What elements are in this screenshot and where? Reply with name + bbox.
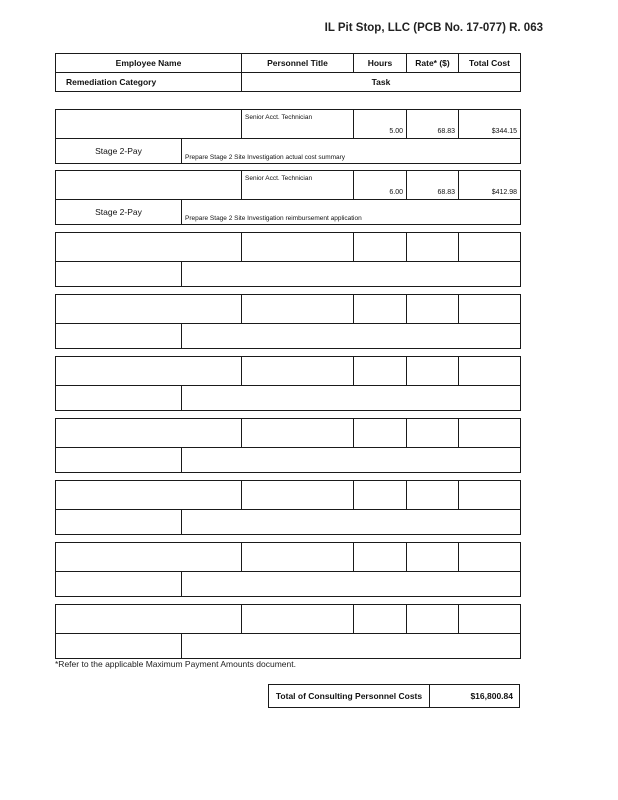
personnel-title-header: Personnel Title: [242, 54, 354, 73]
employee-name-cell: [56, 171, 242, 200]
employee-name-cell: [56, 357, 242, 386]
task-cell: [182, 262, 521, 287]
total-cost-cell: $344.15: [459, 110, 521, 139]
remediation-category-cell: Stage 2-Pay: [56, 200, 182, 225]
page-header: IL Pit Stop, LLC (PCB No. 17-077) R. 063: [324, 22, 543, 34]
total-cost-header: Total Cost: [459, 54, 521, 73]
remediation-category-cell: Stage 2-Pay: [56, 139, 182, 164]
task-cell: [182, 572, 521, 597]
personnel-title-cell: [242, 605, 354, 634]
total-cost-cell: [459, 233, 521, 262]
remediation-category-cell: [56, 386, 182, 411]
personnel-entry: [55, 232, 521, 287]
personnel-entry: [55, 542, 521, 597]
remediation-category-cell: [56, 634, 182, 659]
task-cell: [182, 386, 521, 411]
task-cell: [182, 510, 521, 535]
task-cell: Prepare Stage 2 Site Investigation reimbursement application: [182, 200, 521, 225]
personnel-entry: [55, 170, 521, 225]
rate-cell: [407, 605, 459, 634]
hours-cell: 5.00: [354, 110, 407, 139]
remediation-category-cell: [56, 510, 182, 535]
rate-cell: 68.83: [407, 171, 459, 200]
personnel-entry: [55, 356, 521, 411]
personnel-entry: [55, 604, 521, 659]
employee-name-header: Employee Name: [56, 54, 242, 73]
total-value: $16,800.84: [430, 685, 520, 708]
total-cost-cell: [459, 357, 521, 386]
rate-cell: [407, 543, 459, 572]
total-label: Total of Consulting Personnel Costs: [269, 685, 430, 708]
rate-cell: [407, 233, 459, 262]
personnel-title-cell: [242, 357, 354, 386]
employee-name-cell: [56, 110, 242, 139]
personnel-entry: [55, 480, 521, 535]
rate-cell: [407, 481, 459, 510]
task-header: Task: [242, 73, 521, 92]
total-cost-cell: [459, 605, 521, 634]
total-cost-cell: $412.98: [459, 171, 521, 200]
rate-cell: [407, 357, 459, 386]
hours-cell: [354, 419, 407, 448]
remediation-category-cell: [56, 262, 182, 287]
employee-name-cell: [56, 233, 242, 262]
rate-cell: [407, 419, 459, 448]
hours-cell: 6.00: [354, 171, 407, 200]
task-cell: [182, 448, 521, 473]
rate-cell: [407, 295, 459, 324]
personnel-entry: [55, 109, 521, 164]
rate-header: Rate* ($): [407, 54, 459, 73]
personnel-title-cell: [242, 543, 354, 572]
remediation-category-header: Remediation Category: [56, 73, 242, 92]
personnel-entry: [55, 418, 521, 473]
total-cost-cell: [459, 543, 521, 572]
hours-cell: [354, 295, 407, 324]
total-cost-cell: [459, 295, 521, 324]
rate-cell: 68.83: [407, 110, 459, 139]
total-cost-cell: [459, 481, 521, 510]
personnel-title-cell: Senior Acct. Technician: [242, 110, 354, 139]
personnel-title-cell: [242, 233, 354, 262]
task-cell: Prepare Stage 2 Site Investigation actual cost summary: [182, 139, 521, 164]
hours-cell: [354, 605, 407, 634]
hours-cell: [354, 357, 407, 386]
personnel-title-cell: Senior Acct. Technician: [242, 171, 354, 200]
personnel-entry: [55, 294, 521, 349]
remediation-category-cell: [56, 324, 182, 349]
remediation-category-cell: [56, 572, 182, 597]
total-cost-cell: [459, 419, 521, 448]
footnote: *Refer to the applicable Maximum Payment Amounts document.: [55, 659, 296, 669]
hours-cell: [354, 543, 407, 572]
hours-cell: [354, 481, 407, 510]
personnel-title-cell: [242, 481, 354, 510]
personnel-title-cell: [242, 419, 354, 448]
hours-header: Hours: [354, 54, 407, 73]
task-cell: [182, 324, 521, 349]
employee-name-cell: [56, 543, 242, 572]
task-cell: [182, 634, 521, 659]
total-table: [268, 684, 520, 708]
personnel-title-cell: [242, 295, 354, 324]
remediation-category-cell: [56, 448, 182, 473]
employee-name-cell: [56, 481, 242, 510]
column-header-table: [55, 53, 521, 92]
employee-name-cell: [56, 419, 242, 448]
employee-name-cell: [56, 295, 242, 324]
employee-name-cell: [56, 605, 242, 634]
hours-cell: [354, 233, 407, 262]
